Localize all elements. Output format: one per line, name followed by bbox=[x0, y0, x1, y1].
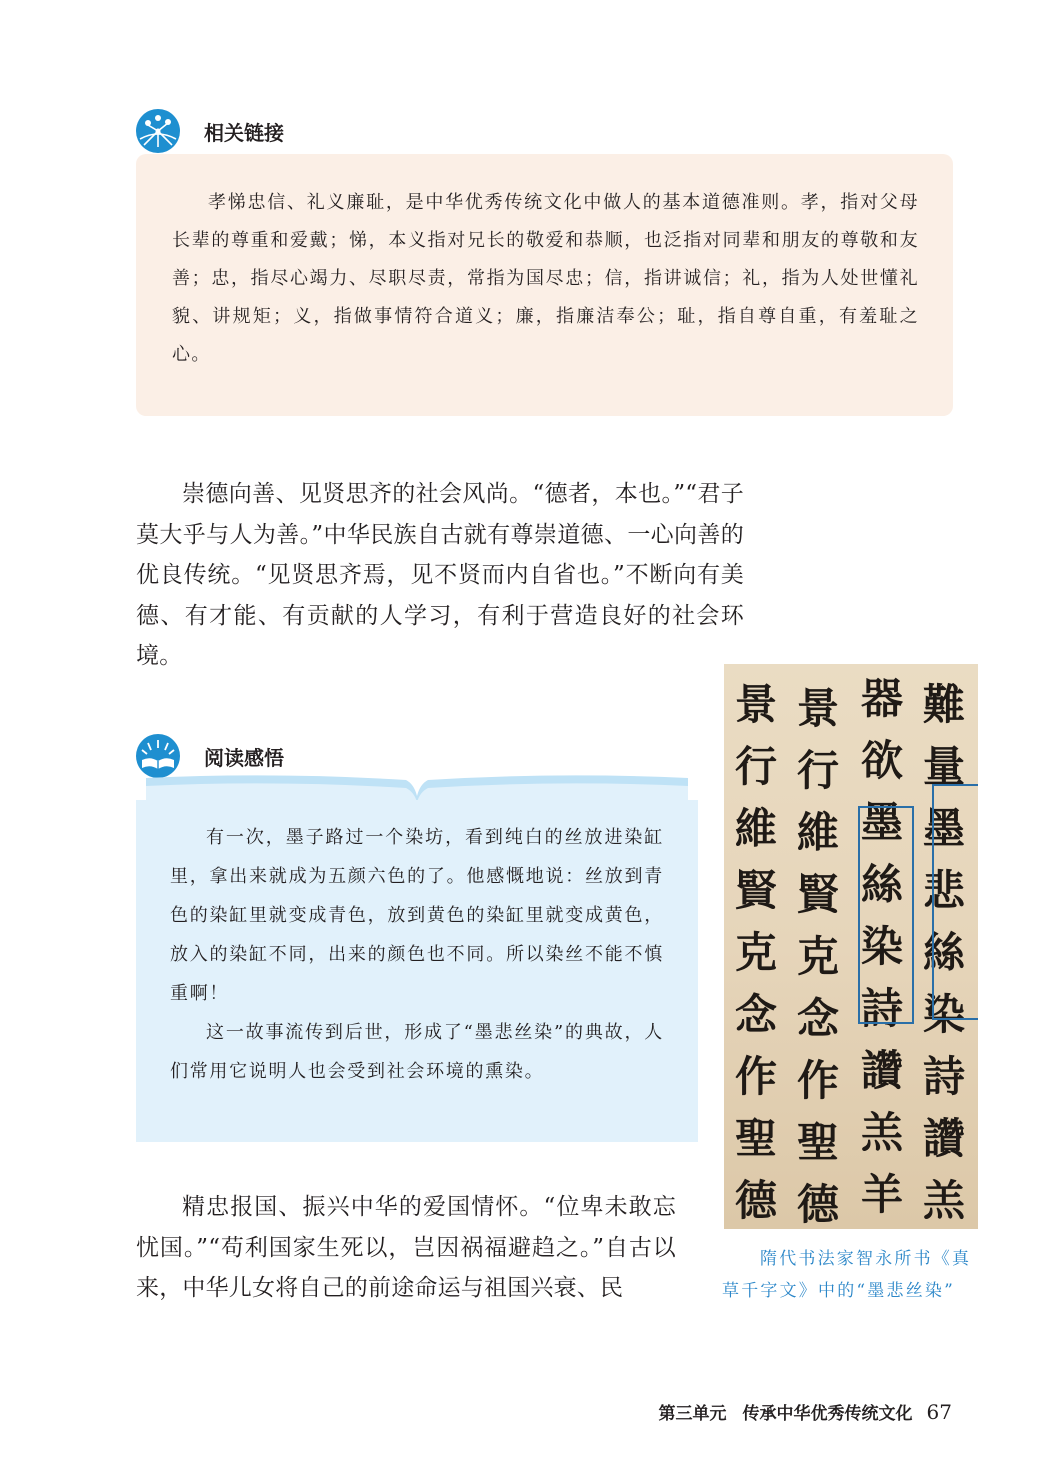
calligraphy-character: 絲 bbox=[860, 860, 903, 909]
calligraphy-character: 念 bbox=[734, 990, 777, 1039]
calligraphy-character: 聖 bbox=[734, 1114, 777, 1163]
reading-paragraph-1: 有一次，墨子路过一个染坊，看到纯白的丝放进染缸里，拿出来就成为五颜六色的了。他感慨地说：丝放到青色的染缸里就变成青色，放到黄色的染缸里就变成黄色，放入的染缸不同，出来的颜色也不同。所以染丝不能不慎重啊！ bbox=[170, 827, 664, 1004]
calligraphy-character: 詩 bbox=[922, 1052, 965, 1101]
calligraphy-character: 墨 bbox=[922, 804, 965, 853]
calligraphy-character: 量 bbox=[922, 742, 965, 791]
calligraphy-image bbox=[724, 664, 978, 1229]
calligraphy-character: 悲 bbox=[922, 866, 965, 915]
footer-unit: 第三单元 bbox=[658, 1404, 727, 1424]
image-caption-line-1: 隋代书法家智永所书《真 bbox=[760, 1249, 972, 1269]
reading-box bbox=[136, 800, 698, 1142]
calligraphy-character: 賢 bbox=[734, 866, 777, 915]
calligraphy-character: 維 bbox=[734, 804, 777, 853]
calligraphy-character: 羔 bbox=[860, 1108, 903, 1157]
calligraphy-character: 器 bbox=[860, 674, 903, 723]
footer-title: 传承中华优秀传统文化 bbox=[742, 1404, 913, 1424]
calligraphy-character: 克 bbox=[734, 928, 777, 977]
calligraphy-character: 賢 bbox=[796, 870, 839, 919]
reading-paragraph-2: 这一故事流传到后世，形成了“墨悲丝染”的典故，人们常用它说明人也会受到社会环境的熏染。 bbox=[170, 1022, 664, 1082]
reading-title: 阅读感悟 bbox=[204, 745, 284, 770]
page-footer bbox=[659, 1399, 952, 1424]
related-link-header bbox=[136, 109, 284, 153]
related-link-text: 孝悌忠信、礼义廉耻，是中华优秀传统文化中做人的基本道德准则。孝，指对父母长辈的尊重和爱戴；悌，本义指对兄长的敬爱和恭顺，也泛指对同辈和朋友的尊敬和友善；忠，指尽心竭力、尽职尽责，常指为国尽忠；信，指讲诚信；礼，指为人处世懂礼貌、讲规矩；义，指做事情符合道义；廉，指廉洁奉公；耻，指自尊自重，有羞耻之心。 bbox=[172, 192, 919, 365]
calligraphy-character: 克 bbox=[796, 932, 839, 981]
related-link-box bbox=[136, 154, 953, 416]
book-edge-decoration bbox=[136, 772, 698, 802]
calligraphy-character: 欲 bbox=[860, 736, 903, 785]
calligraphy-character: 染 bbox=[922, 990, 965, 1039]
highlight-box-right bbox=[932, 784, 978, 1020]
body-paragraph-1: 崇德向善、见贤思齐的社会风尚。“德者，本也。”“君子莫大乎与人为善。”中华民族自古就有尊崇道德、一心向善的优良传统。“见贤思齐焉，见不贤而内自省也。”不断向有美德、有才能、有贡献的人学习，有利于营造良好的社会环境。 bbox=[136, 481, 744, 669]
body-paragraph-2: 精忠报国、振兴中华的爱国情怀。“位卑未敢忘忧国。”“苟利国家生死以，岂因祸福避趋之。”自古以来，中华儿女将自己的前途命运与祖国兴衰、民 bbox=[136, 1194, 676, 1301]
calligraphy-character: 德 bbox=[796, 1180, 839, 1229]
calligraphy-character: 念 bbox=[796, 994, 839, 1043]
calligraphy-character: 讚 bbox=[922, 1114, 965, 1163]
calligraphy-character: 行 bbox=[796, 746, 839, 795]
calligraphy-character: 德 bbox=[734, 1176, 777, 1225]
related-link-title: 相关链接 bbox=[204, 120, 284, 145]
highlight-box-left bbox=[858, 806, 914, 1024]
calligraphy-character: 讚 bbox=[860, 1046, 903, 1095]
image-caption-line-2: 草千字文》中的“墨悲丝染” bbox=[722, 1281, 955, 1301]
network-icon bbox=[136, 109, 180, 153]
calligraphy-character: 羔 bbox=[922, 1176, 965, 1225]
calligraphy-character: 作 bbox=[796, 1056, 839, 1105]
calligraphy-column-4 bbox=[726, 674, 786, 1229]
calligraphy-character: 染 bbox=[860, 922, 903, 971]
calligraphy-character: 難 bbox=[922, 680, 965, 729]
calligraphy-character: 維 bbox=[796, 808, 839, 857]
calligraphy-character: 作 bbox=[734, 1052, 777, 1101]
calligraphy-character: 墨 bbox=[860, 798, 903, 847]
calligraphy-character: 聖 bbox=[796, 1118, 839, 1167]
calligraphy-column-3 bbox=[788, 678, 848, 1229]
calligraphy-character: 景 bbox=[796, 684, 839, 733]
calligraphy-character: 行 bbox=[734, 742, 777, 791]
calligraphy-character: 羊 bbox=[860, 1170, 903, 1219]
page-number: 67 bbox=[926, 1400, 952, 1424]
calligraphy-character: 絲 bbox=[922, 928, 965, 977]
calligraphy-character: 詩 bbox=[860, 984, 903, 1033]
calligraphy-character: 景 bbox=[734, 680, 777, 729]
